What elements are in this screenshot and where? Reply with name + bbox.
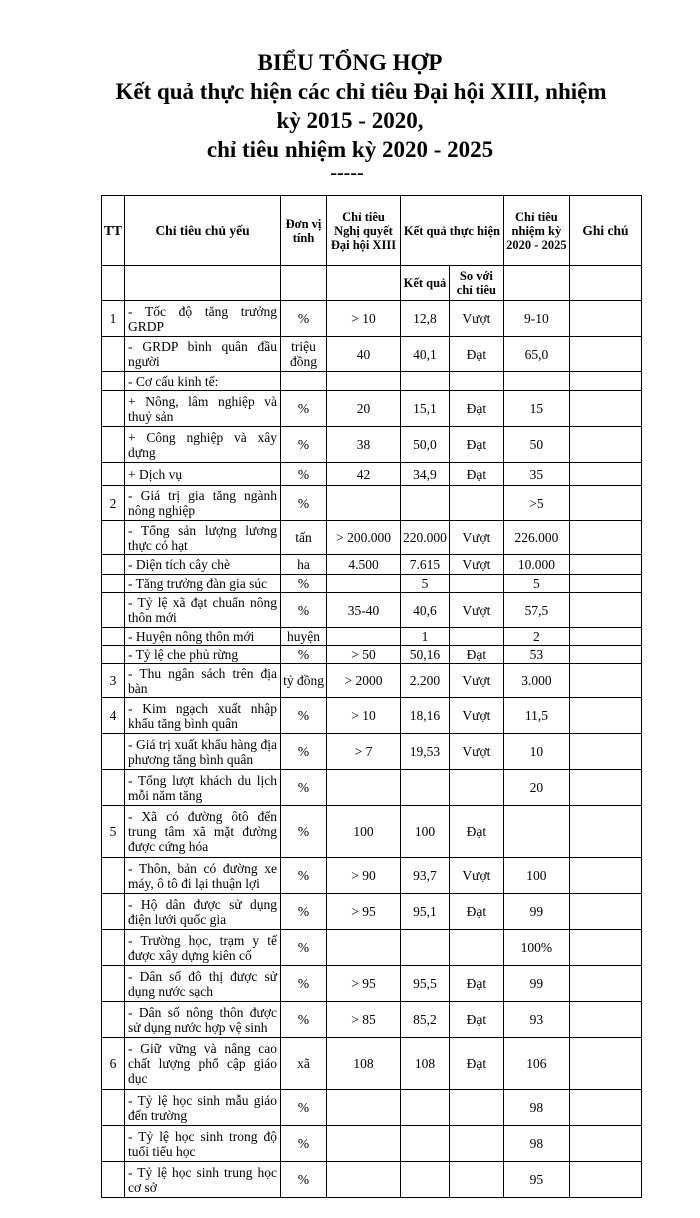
compare-cell: Đạt <box>449 337 503 372</box>
compare-cell: Đạt <box>449 646 503 664</box>
note-cell <box>569 372 641 391</box>
target-cell: 4.500 <box>327 555 401 575</box>
table-row <box>102 806 642 858</box>
target-cell: 100 <box>327 806 401 858</box>
indicator-cell: - GRDP bình quân đầu người <box>125 337 281 372</box>
header-result-compare: So với chỉ tiêu <box>449 266 503 301</box>
compare-cell: Đạt <box>449 894 503 930</box>
indicator-cell: - Diện tích cây chè <box>125 555 281 575</box>
compare-cell: Đạt <box>449 806 503 858</box>
compare-cell: Đạt <box>449 427 503 463</box>
compare-cell: Vượt <box>449 664 503 698</box>
header-result: Kết quả thực hiện <box>401 196 504 266</box>
result-cell: 1 <box>401 628 450 646</box>
unit-cell: % <box>281 593 327 628</box>
compare-cell <box>449 930 503 966</box>
row-number <box>102 575 125 593</box>
unit-cell: % <box>281 646 327 664</box>
table-row <box>102 1002 642 1038</box>
unit-cell: % <box>281 463 327 486</box>
target-cell: 108 <box>327 1038 401 1090</box>
note-cell <box>569 521 641 555</box>
target-cell: 38 <box>327 427 401 463</box>
target-next-cell: 3.000 <box>503 664 569 698</box>
unit-cell: % <box>281 486 327 521</box>
indicator-cell: - Hộ dân được sử dụng điện lưới quốc gia <box>125 894 281 930</box>
table-row <box>102 1090 642 1126</box>
table-row <box>102 1162 642 1198</box>
unit-cell <box>281 372 327 391</box>
indicator-cell: - Thôn, bản có đường xe máy, ô tô đi lại thuận lợi <box>125 858 281 894</box>
title-line-3: kỳ 2015 - 2020, <box>276 108 424 133</box>
result-cell: 18,16 <box>401 698 450 734</box>
compare-cell: Vượt <box>449 301 503 337</box>
result-cell: 95,5 <box>401 966 450 1002</box>
indicator-cell: - Giá trị gia tăng ngành nông nghiệp <box>125 486 281 521</box>
header-empty-cell <box>327 266 401 301</box>
indicator-cell: - Dân số nông thôn được sử dụng nước hợp vệ sinh <box>125 1002 281 1038</box>
target-cell: > 7 <box>327 734 401 770</box>
result-cell: 220.000 <box>401 521 450 555</box>
result-cell <box>401 930 450 966</box>
row-number: 3 <box>102 664 125 698</box>
target-next-cell: 95 <box>503 1162 569 1198</box>
indicator-cell: - Huyện nông thôn mới <box>125 628 281 646</box>
title-line-4: chỉ tiêu nhiệm kỳ 2020 - 2025 <box>206 137 494 162</box>
target-next-cell: 226.000 <box>503 521 569 555</box>
note-cell <box>569 646 641 664</box>
note-cell <box>569 894 641 930</box>
result-cell: 95,1 <box>401 894 450 930</box>
row-number <box>102 734 125 770</box>
target-next-cell: 99 <box>503 894 569 930</box>
row-number <box>102 894 125 930</box>
target-next-cell: >5 <box>503 486 569 521</box>
row-number <box>102 1090 125 1126</box>
result-cell <box>401 486 450 521</box>
result-cell <box>401 372 450 391</box>
row-number <box>102 1002 125 1038</box>
table-row <box>102 770 642 806</box>
table-row <box>102 521 642 555</box>
row-number <box>102 1162 125 1198</box>
note-cell <box>569 734 641 770</box>
row-number <box>102 930 125 966</box>
result-cell <box>401 1090 450 1126</box>
target-cell: > 95 <box>327 894 401 930</box>
target-next-cell: 98 <box>503 1090 569 1126</box>
table-row <box>102 1126 642 1162</box>
compare-cell: Đạt <box>449 966 503 1002</box>
target-next-cell <box>503 372 569 391</box>
compare-cell <box>449 1126 503 1162</box>
title-line-1: BIỂU TỔNG HỢP <box>257 50 443 75</box>
unit-cell: % <box>281 427 327 463</box>
table-row <box>102 555 642 575</box>
compare-cell: Đạt <box>449 391 503 427</box>
indicator-cell: - Tổng sản lượng lương thực có hạt <box>125 521 281 555</box>
indicator-cell: - Dân số đô thị được sử dụng nước sạch <box>125 966 281 1002</box>
result-cell: 15,1 <box>401 391 450 427</box>
indicator-cell: - Tỷ lệ học sinh trung học cơ sở <box>125 1162 281 1198</box>
unit-cell: % <box>281 894 327 930</box>
row-number <box>102 555 125 575</box>
header-target-next: Chỉ tiêu nhiệm kỳ 2020 - 2025 <box>503 196 569 266</box>
row-number <box>102 966 125 1002</box>
row-number <box>102 770 125 806</box>
target-next-cell: 65,0 <box>503 337 569 372</box>
target-next-cell: 35 <box>503 463 569 486</box>
target-cell <box>327 930 401 966</box>
result-cell: 50,0 <box>401 427 450 463</box>
compare-cell <box>449 575 503 593</box>
row-number: 2 <box>102 486 125 521</box>
compare-cell <box>449 486 503 521</box>
document-title <box>0 48 700 184</box>
note-cell <box>569 337 641 372</box>
unit-cell: % <box>281 391 327 427</box>
header-unit: Đơn vị tính <box>281 196 327 266</box>
unit-cell: % <box>281 930 327 966</box>
note-cell <box>569 1038 641 1090</box>
indicator-cell: - Tốc độ tăng trưởng GRDP <box>125 301 281 337</box>
compare-cell: Vượt <box>449 858 503 894</box>
row-number: 5 <box>102 806 125 858</box>
table-body <box>102 301 642 1198</box>
target-cell <box>327 770 401 806</box>
compare-cell: Vượt <box>449 698 503 734</box>
indicator-cell: - Cơ cấu kinh tế: <box>125 372 281 391</box>
table-row <box>102 372 642 391</box>
note-cell <box>569 698 641 734</box>
table-row <box>102 463 642 486</box>
row-number <box>102 858 125 894</box>
table-row <box>102 894 642 930</box>
indicator-cell: - Xã có đường ôtô đến trung tâm xã mặt đường được cứng hóa <box>125 806 281 858</box>
result-cell: 40,1 <box>401 337 450 372</box>
compare-cell: Vượt <box>449 593 503 628</box>
result-cell: 12,8 <box>401 301 450 337</box>
header-result-value: Kết quả <box>401 266 450 301</box>
unit-cell: % <box>281 806 327 858</box>
indicator-cell: - Kim ngạch xuất nhập khẩu tăng bình quân <box>125 698 281 734</box>
unit-cell: % <box>281 1126 327 1162</box>
unit-cell: % <box>281 966 327 1002</box>
indicator-cell: - Trường học, trạm y tế được xây dựng kiên cố <box>125 930 281 966</box>
table-row <box>102 734 642 770</box>
header-indicator: Chỉ tiêu chủ yếu <box>125 196 281 266</box>
unit-cell: xã <box>281 1038 327 1090</box>
compare-cell <box>449 1090 503 1126</box>
table-row <box>102 646 642 664</box>
header-empty-cell <box>569 266 641 301</box>
target-next-cell: 100% <box>503 930 569 966</box>
target-cell <box>327 372 401 391</box>
note-cell <box>569 806 641 858</box>
result-cell: 2.200 <box>401 664 450 698</box>
target-next-cell: 9-10 <box>503 301 569 337</box>
target-cell <box>327 575 401 593</box>
table-row <box>102 301 642 337</box>
target-next-cell: 5 <box>503 575 569 593</box>
row-number <box>102 521 125 555</box>
unit-cell: tấn <box>281 521 327 555</box>
result-cell <box>401 1126 450 1162</box>
table-row <box>102 391 642 427</box>
indicator-cell: + Công nghiệp và xây dựng <box>125 427 281 463</box>
compare-cell: Vượt <box>449 521 503 555</box>
compare-cell <box>449 770 503 806</box>
target-cell: 20 <box>327 391 401 427</box>
indicator-cell: - Tăng trưởng đàn gia súc <box>125 575 281 593</box>
target-next-cell: 11,5 <box>503 698 569 734</box>
compare-cell <box>449 1162 503 1198</box>
target-next-cell: 57,5 <box>503 593 569 628</box>
unit-cell: % <box>281 575 327 593</box>
unit-cell: triệu đồng <box>281 337 327 372</box>
unit-cell: % <box>281 734 327 770</box>
target-cell <box>327 628 401 646</box>
table-row <box>102 930 642 966</box>
summary-table <box>101 195 642 1198</box>
note-cell <box>569 1090 641 1126</box>
result-cell: 34,9 <box>401 463 450 486</box>
table-row <box>102 593 642 628</box>
indicator-cell: - Giá trị xuất khẩu hàng địa phương tăng bình quân <box>125 734 281 770</box>
note-cell <box>569 1162 641 1198</box>
header-target: Chỉ tiêu Nghị quyết Đại hội XIII <box>327 196 401 266</box>
row-number <box>102 463 125 486</box>
title-line-2: Kết quả thực hiện các chỉ tiêu Đại hội XIII, nhiệm <box>115 79 607 104</box>
note-cell <box>569 930 641 966</box>
target-next-cell: 10.000 <box>503 555 569 575</box>
target-cell: > 10 <box>327 301 401 337</box>
target-next-cell: 93 <box>503 1002 569 1038</box>
row-number <box>102 593 125 628</box>
note-cell <box>569 486 641 521</box>
unit-cell: huyện <box>281 628 327 646</box>
result-cell: 5 <box>401 575 450 593</box>
target-next-cell: 50 <box>503 427 569 463</box>
row-number <box>102 628 125 646</box>
compare-cell: Đạt <box>449 1038 503 1090</box>
table-row <box>102 628 642 646</box>
unit-cell: % <box>281 1002 327 1038</box>
target-cell: 42 <box>327 463 401 486</box>
target-next-cell <box>503 806 569 858</box>
result-cell <box>401 770 450 806</box>
note-cell <box>569 628 641 646</box>
result-cell: 40,6 <box>401 593 450 628</box>
note-cell <box>569 593 641 628</box>
indicator-cell: + Dịch vụ <box>125 463 281 486</box>
table-row <box>102 427 642 463</box>
unit-cell: % <box>281 858 327 894</box>
result-cell <box>401 1162 450 1198</box>
indicator-cell: - Tỷ lệ học sinh trong độ tuổi tiểu học <box>125 1126 281 1162</box>
row-number <box>102 391 125 427</box>
table-row <box>102 575 642 593</box>
result-cell: 7.615 <box>401 555 450 575</box>
target-cell <box>327 1162 401 1198</box>
unit-cell: % <box>281 770 327 806</box>
title-divider: ----- <box>330 162 364 184</box>
indicator-cell: - Thu ngân sách trên địa bàn <box>125 664 281 698</box>
compare-cell: Vượt <box>449 734 503 770</box>
row-number <box>102 1126 125 1162</box>
result-cell: 100 <box>401 806 450 858</box>
target-cell: > 85 <box>327 1002 401 1038</box>
note-cell <box>569 301 641 337</box>
row-number: 6 <box>102 1038 125 1090</box>
target-next-cell: 53 <box>503 646 569 664</box>
compare-cell <box>449 372 503 391</box>
note-cell <box>569 555 641 575</box>
note-cell <box>569 575 641 593</box>
target-cell: > 200.000 <box>327 521 401 555</box>
header-empty-cell <box>102 266 125 301</box>
target-next-cell: 99 <box>503 966 569 1002</box>
note-cell <box>569 664 641 698</box>
table-row <box>102 858 642 894</box>
target-cell: > 2000 <box>327 664 401 698</box>
note-cell <box>569 427 641 463</box>
note-cell <box>569 391 641 427</box>
target-next-cell: 15 <box>503 391 569 427</box>
table-row <box>102 337 642 372</box>
indicator-cell: - Giữ vững và nâng cao chất lượng phổ cập giáo dục <box>125 1038 281 1090</box>
compare-cell: Đạt <box>449 1002 503 1038</box>
note-cell <box>569 770 641 806</box>
header-empty-cell <box>125 266 281 301</box>
target-cell: > 50 <box>327 646 401 664</box>
table-row <box>102 664 642 698</box>
result-cell: 19,53 <box>401 734 450 770</box>
table-row <box>102 1038 642 1090</box>
unit-cell: tỷ đồng <box>281 664 327 698</box>
target-next-cell: 2 <box>503 628 569 646</box>
target-cell <box>327 1090 401 1126</box>
note-cell <box>569 1126 641 1162</box>
row-number <box>102 427 125 463</box>
result-cell: 108 <box>401 1038 450 1090</box>
row-number: 4 <box>102 698 125 734</box>
target-next-cell: 10 <box>503 734 569 770</box>
target-next-cell: 100 <box>503 858 569 894</box>
unit-cell: ha <box>281 555 327 575</box>
result-cell: 93,7 <box>401 858 450 894</box>
note-cell <box>569 858 641 894</box>
indicator-cell: - Tỷ lệ học sinh mẫu giáo đến trường <box>125 1090 281 1126</box>
row-number <box>102 372 125 391</box>
indicator-cell: + Nông, lâm nghiệp và thuỷ sản <box>125 391 281 427</box>
target-cell: 40 <box>327 337 401 372</box>
target-cell: > 95 <box>327 966 401 1002</box>
row-number <box>102 646 125 664</box>
unit-cell: % <box>281 698 327 734</box>
target-next-cell: 106 <box>503 1038 569 1090</box>
header-empty-cell <box>281 266 327 301</box>
header-empty-cell <box>503 266 569 301</box>
target-next-cell: 20 <box>503 770 569 806</box>
indicator-cell: - Tổng lượt khách du lịch mỗi năm tăng <box>125 770 281 806</box>
unit-cell: % <box>281 301 327 337</box>
target-cell <box>327 1126 401 1162</box>
table-row <box>102 966 642 1002</box>
header-note: Ghi chú <box>569 196 641 266</box>
compare-cell <box>449 628 503 646</box>
note-cell <box>569 966 641 1002</box>
note-cell <box>569 1002 641 1038</box>
target-next-cell: 98 <box>503 1126 569 1162</box>
table-row <box>102 698 642 734</box>
compare-cell: Đạt <box>449 463 503 486</box>
header-tt: TT <box>102 196 125 266</box>
unit-cell: % <box>281 1162 327 1198</box>
note-cell <box>569 463 641 486</box>
row-number: 1 <box>102 301 125 337</box>
target-cell: > 10 <box>327 698 401 734</box>
indicator-cell: - Tỷ lệ che phủ rừng <box>125 646 281 664</box>
table-row <box>102 486 642 521</box>
target-cell: 35-40 <box>327 593 401 628</box>
target-cell <box>327 486 401 521</box>
unit-cell: % <box>281 1090 327 1126</box>
compare-cell: Vượt <box>449 555 503 575</box>
indicator-cell: - Tỷ lệ xã đạt chuẩn nông thôn mới <box>125 593 281 628</box>
result-cell: 50,16 <box>401 646 450 664</box>
target-cell: > 90 <box>327 858 401 894</box>
row-number <box>102 337 125 372</box>
result-cell: 85,2 <box>401 1002 450 1038</box>
